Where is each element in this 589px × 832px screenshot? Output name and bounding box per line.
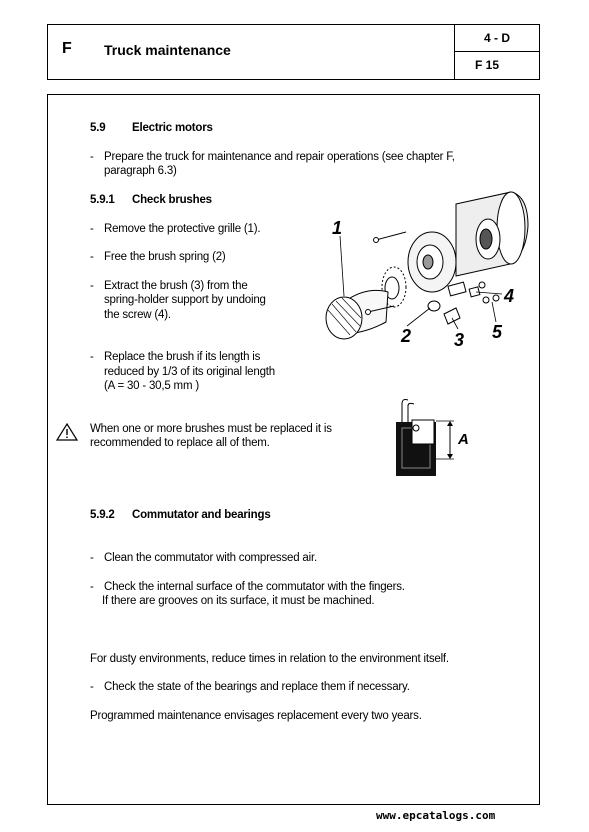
bullet-dash: - — [90, 151, 94, 163]
instruction-text: Remove the protective grille (1). — [104, 223, 261, 235]
instruction-text: Replace the brush if its length is — [104, 351, 261, 363]
bullet-dash: - — [90, 552, 94, 564]
subsection-title: Check brushes — [132, 194, 212, 206]
instruction-text: Check the internal surface of the commutator with the fingers. — [104, 581, 405, 593]
brush-length-diagram — [388, 396, 478, 486]
instruction-text: Clean the commutator with compressed air. — [104, 552, 317, 564]
paragraph-text: For dusty environments, reduce times in relation to the environment itself. — [90, 653, 449, 665]
page-header — [47, 24, 540, 80]
instruction-text: Free the brush spring (2) — [104, 251, 226, 263]
chapter-title: Truck maintenance — [104, 42, 231, 58]
section-title: Electric motors — [132, 122, 213, 134]
subsection-number: 5.9.2 — [90, 509, 115, 521]
subsection-title: Commutator and bearings — [132, 509, 271, 521]
section-number: 5.9 — [90, 122, 106, 134]
bullet-dash: - — [90, 351, 94, 363]
instruction-text: (A = 30 - 30,5 mm ) — [104, 380, 199, 392]
instruction-text: the screw (4). — [104, 309, 171, 321]
instruction-text: Check the state of the bearings and replace them if necessary. — [104, 681, 410, 693]
instruction-text: Extract the brush (3) from the — [104, 280, 248, 292]
callout-label: 5 — [492, 322, 503, 342]
instruction-text: If there are grooves on its surface, it must be machined. — [102, 595, 375, 607]
warning-icon — [56, 422, 78, 442]
instruction-text: spring-holder support by undoing — [104, 294, 266, 306]
section-code: 4 - D — [455, 25, 539, 52]
callout-label: 2 — [401, 326, 412, 346]
motor-exploded-diagram — [306, 184, 530, 352]
callout-label: 3 — [454, 330, 465, 350]
page-code-box — [454, 25, 539, 79]
page-code: F 15 — [475, 58, 500, 72]
bullet-dash: - — [90, 251, 94, 263]
instruction-text: reduced by 1/3 of its original length — [104, 366, 275, 378]
footer-url: www.epcatalogs.com — [376, 809, 496, 822]
bullet-dash: - — [90, 280, 94, 292]
callout-label: 1 — [332, 218, 343, 238]
bullet-dash: - — [90, 581, 94, 593]
chapter-letter: F — [62, 40, 72, 57]
instruction-text: paragraph 6.3) — [104, 165, 177, 177]
paragraph-text: Programmed maintenance envisages replacement every two years. — [90, 710, 422, 722]
warning-text: When one or more brushes must be replaced it is — [90, 423, 332, 435]
bullet-dash: - — [90, 681, 94, 693]
bullet-dash: - — [90, 223, 94, 235]
subsection-number: 5.9.1 — [90, 194, 115, 206]
warning-text: recommended to replace all of them. — [90, 437, 270, 449]
instruction-text: Prepare the truck for maintenance and repair operations (see chapter F, — [104, 151, 455, 163]
callout-label: 4 — [504, 286, 515, 306]
dimension-label: A — [458, 431, 469, 448]
